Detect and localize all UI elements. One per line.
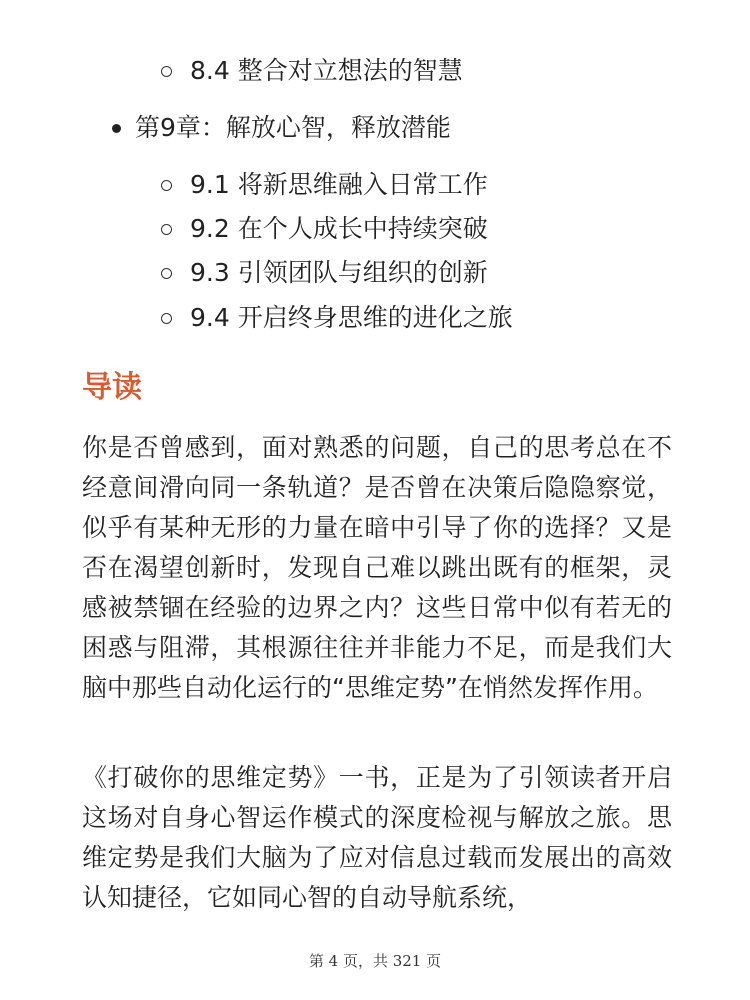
toc-chapter-label: 第9章：解放心智，释放潜能 xyxy=(135,113,451,142)
toc-item-label: 9.2 在个人成长中持续突破 xyxy=(190,214,488,243)
intro-paragraph-1: 你是否曾感到，面对熟悉的问题，自己的思考总在不经意间滑向同一条轨道？是否曾在决策后隐隐察觉，似乎有某种无形的力量在暗中引导了你的选择？又是否在渴望创新时，发现自己难以跳出既有的框架，灵感被禁锢在经验的边界之内？这些日常中似有若无的困惑与阻滞，其根源往往并非能力不足，而是我们大脑中那些自动化运行的“思维定势”在悄然发挥作用。 xyxy=(82,433,672,702)
hollow-bullet-icon xyxy=(161,313,172,324)
toc-item-label: 9.3 引领团队与组织的创新 xyxy=(190,258,488,287)
hollow-bullet-icon xyxy=(161,224,172,235)
page-number-footer: 第 4 页，共 321 页 xyxy=(308,952,442,970)
toc-item-9-3[interactable] xyxy=(161,258,488,288)
toc-item-9-2[interactable] xyxy=(161,214,488,244)
hollow-bullet-icon xyxy=(161,268,172,279)
filled-bullet-icon xyxy=(112,124,121,133)
toc-item-9-1[interactable] xyxy=(161,170,488,200)
section-heading: 导读 xyxy=(82,370,142,405)
toc-item-8-4[interactable] xyxy=(161,56,463,86)
hollow-bullet-icon xyxy=(161,66,172,77)
toc-item-label: 9.1 将新思维融入日常工作 xyxy=(190,170,488,199)
toc-item-label: 9.4 开启终身思维的进化之旅 xyxy=(190,303,513,332)
intro-paragraph-2: 《打破你的思维定势》一书，正是为了引领读者开启这场对自身心智运作模式的深度检视与解放之旅。思维定势是我们大脑为了应对信息过载而发展出的高效认知捷径，它如同心智的自动导航系统， xyxy=(82,763,672,912)
toc-chapter-9[interactable] xyxy=(112,113,451,143)
toc-item-9-4[interactable] xyxy=(161,303,513,333)
hollow-bullet-icon xyxy=(161,180,172,191)
toc-item-label: 8.4 整合对立想法的智慧 xyxy=(190,56,463,85)
